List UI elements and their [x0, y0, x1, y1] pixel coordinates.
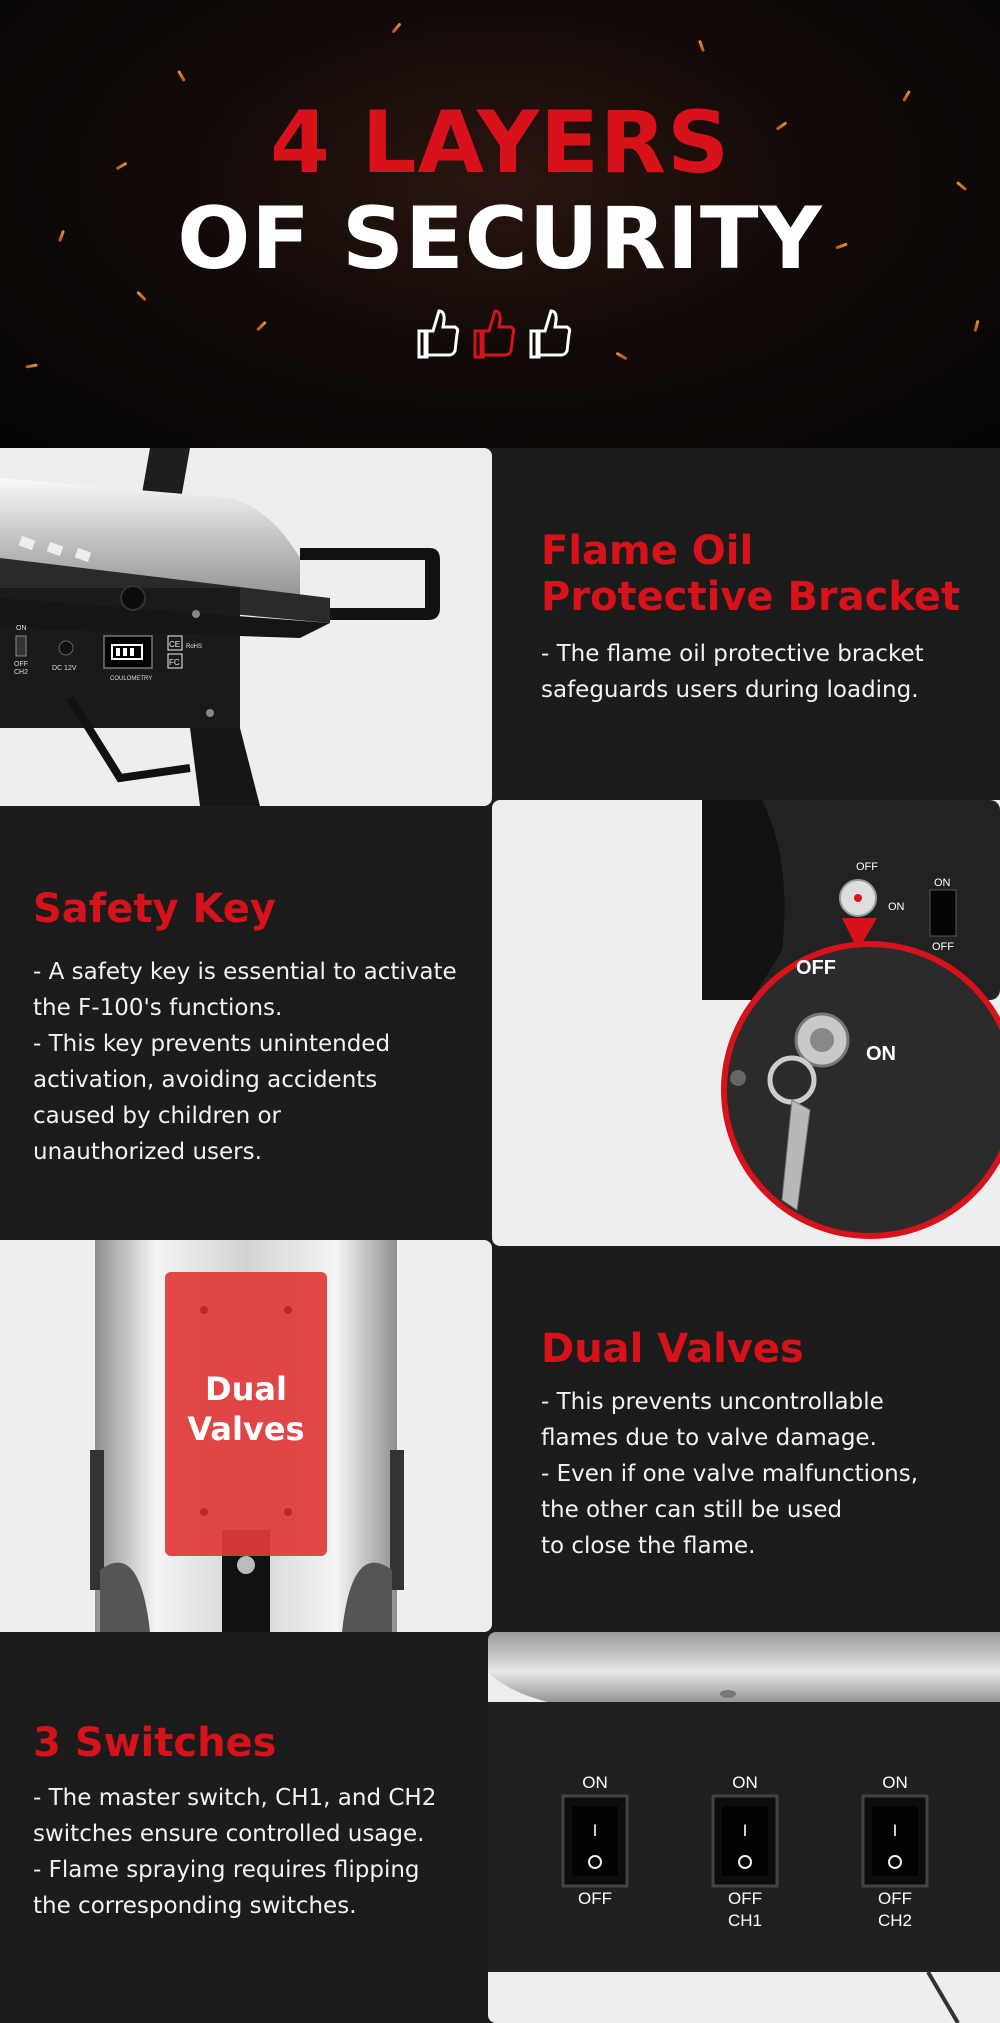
switches-image-panel [488, 1632, 1000, 2023]
switches-text-panel [0, 1632, 488, 2023]
safety-key-title: Safety Key [33, 886, 276, 932]
svg-text:I: I [892, 1821, 898, 1840]
switch-ch1-off-label: OFF [728, 1889, 762, 1908]
image-label-fc: FC [169, 658, 180, 667]
image-label-dc: DC 12V [52, 665, 77, 672]
image-label-on: ON [16, 625, 27, 632]
image-label-ch: CH2 [14, 669, 29, 676]
key-label-on-small: ON [888, 901, 905, 913]
switches-title: 3 Switches [33, 1720, 277, 1766]
switch-ch1-channel-label: CH1 [727, 1911, 763, 1930]
bracket-title-line1: Flame Oil [541, 528, 754, 574]
safety-key-description: - A safety key is essential to activate the F-100's functions. - This key prevents unintended activation, avoiding accidents caused by children or unauthorized users. [33, 959, 457, 1165]
image-label-ce: CE [169, 640, 181, 649]
svg-text:I: I [592, 1821, 598, 1840]
switch-ch2-off-label: OFF [878, 1889, 912, 1908]
dual-valves-image-panel [0, 1240, 492, 1632]
dual-valves-label-line2: Valves [187, 1410, 305, 1448]
three-switches-illustration [488, 1632, 1000, 2023]
dual-valves-illustration [0, 1240, 492, 1632]
bracket-text-panel [492, 448, 1000, 806]
switch-label-on-small: ON [934, 877, 951, 889]
dual-valves-label-line1: Dual [205, 1370, 287, 1408]
bracket-image-panel [0, 448, 492, 806]
safety-key-image-panel [492, 800, 1000, 1246]
flame-gun-bracket-illustration [0, 448, 492, 806]
image-label-coulometry: COULOMETRY [110, 676, 153, 682]
key-label-on-big: ON [866, 1043, 896, 1065]
svg-text:I: I [742, 1821, 748, 1840]
key-label-off-big: OFF [796, 957, 836, 979]
safety-key-text-panel [0, 806, 492, 1246]
bracket-description: - The flame oil protective bracket safeguards users during loading. [541, 641, 924, 703]
switch-ch2-channel-label: CH2 [877, 1911, 913, 1930]
switch-ch1-on-label: ON [732, 1773, 758, 1792]
hero-banner [0, 0, 1000, 448]
dual-valves-title: Dual Valves [541, 1326, 804, 1372]
bracket-title-line2: Protective Bracket [541, 574, 961, 620]
hero-title-line2: OF SECURITY [177, 189, 823, 289]
thumbs-up-icon [471, 305, 517, 361]
key-label-off-small: OFF [856, 861, 878, 873]
switch-label-off-small: OFF [932, 941, 954, 953]
hero-title-line1: 4 LAYERS [269, 93, 731, 193]
dual-valves-text-panel [492, 1246, 1000, 1632]
switch-master-on-label: ON [582, 1773, 608, 1792]
switch-master-off-label: OFF [578, 1889, 612, 1908]
thumbs-up-icon [415, 305, 461, 361]
thumbs-up-row [415, 305, 573, 361]
image-label-rohs: RoHS [186, 644, 203, 650]
dual-valves-description: - This prevents uncontrollable flames due to valve damage. - Even if one valve malfunctions, the other can still be used to close the flame. [541, 1389, 919, 1559]
image-label-off: OFF [14, 661, 28, 668]
switch-ch2-on-label: ON [882, 1773, 908, 1792]
thumbs-up-icon [527, 305, 573, 361]
switches-description: - The master switch, CH1, and CH2 switches ensure controlled usage. - Flame spraying requires flipping the corresponding switches. [33, 1785, 437, 1919]
safety-key-illustration [492, 800, 1000, 1246]
